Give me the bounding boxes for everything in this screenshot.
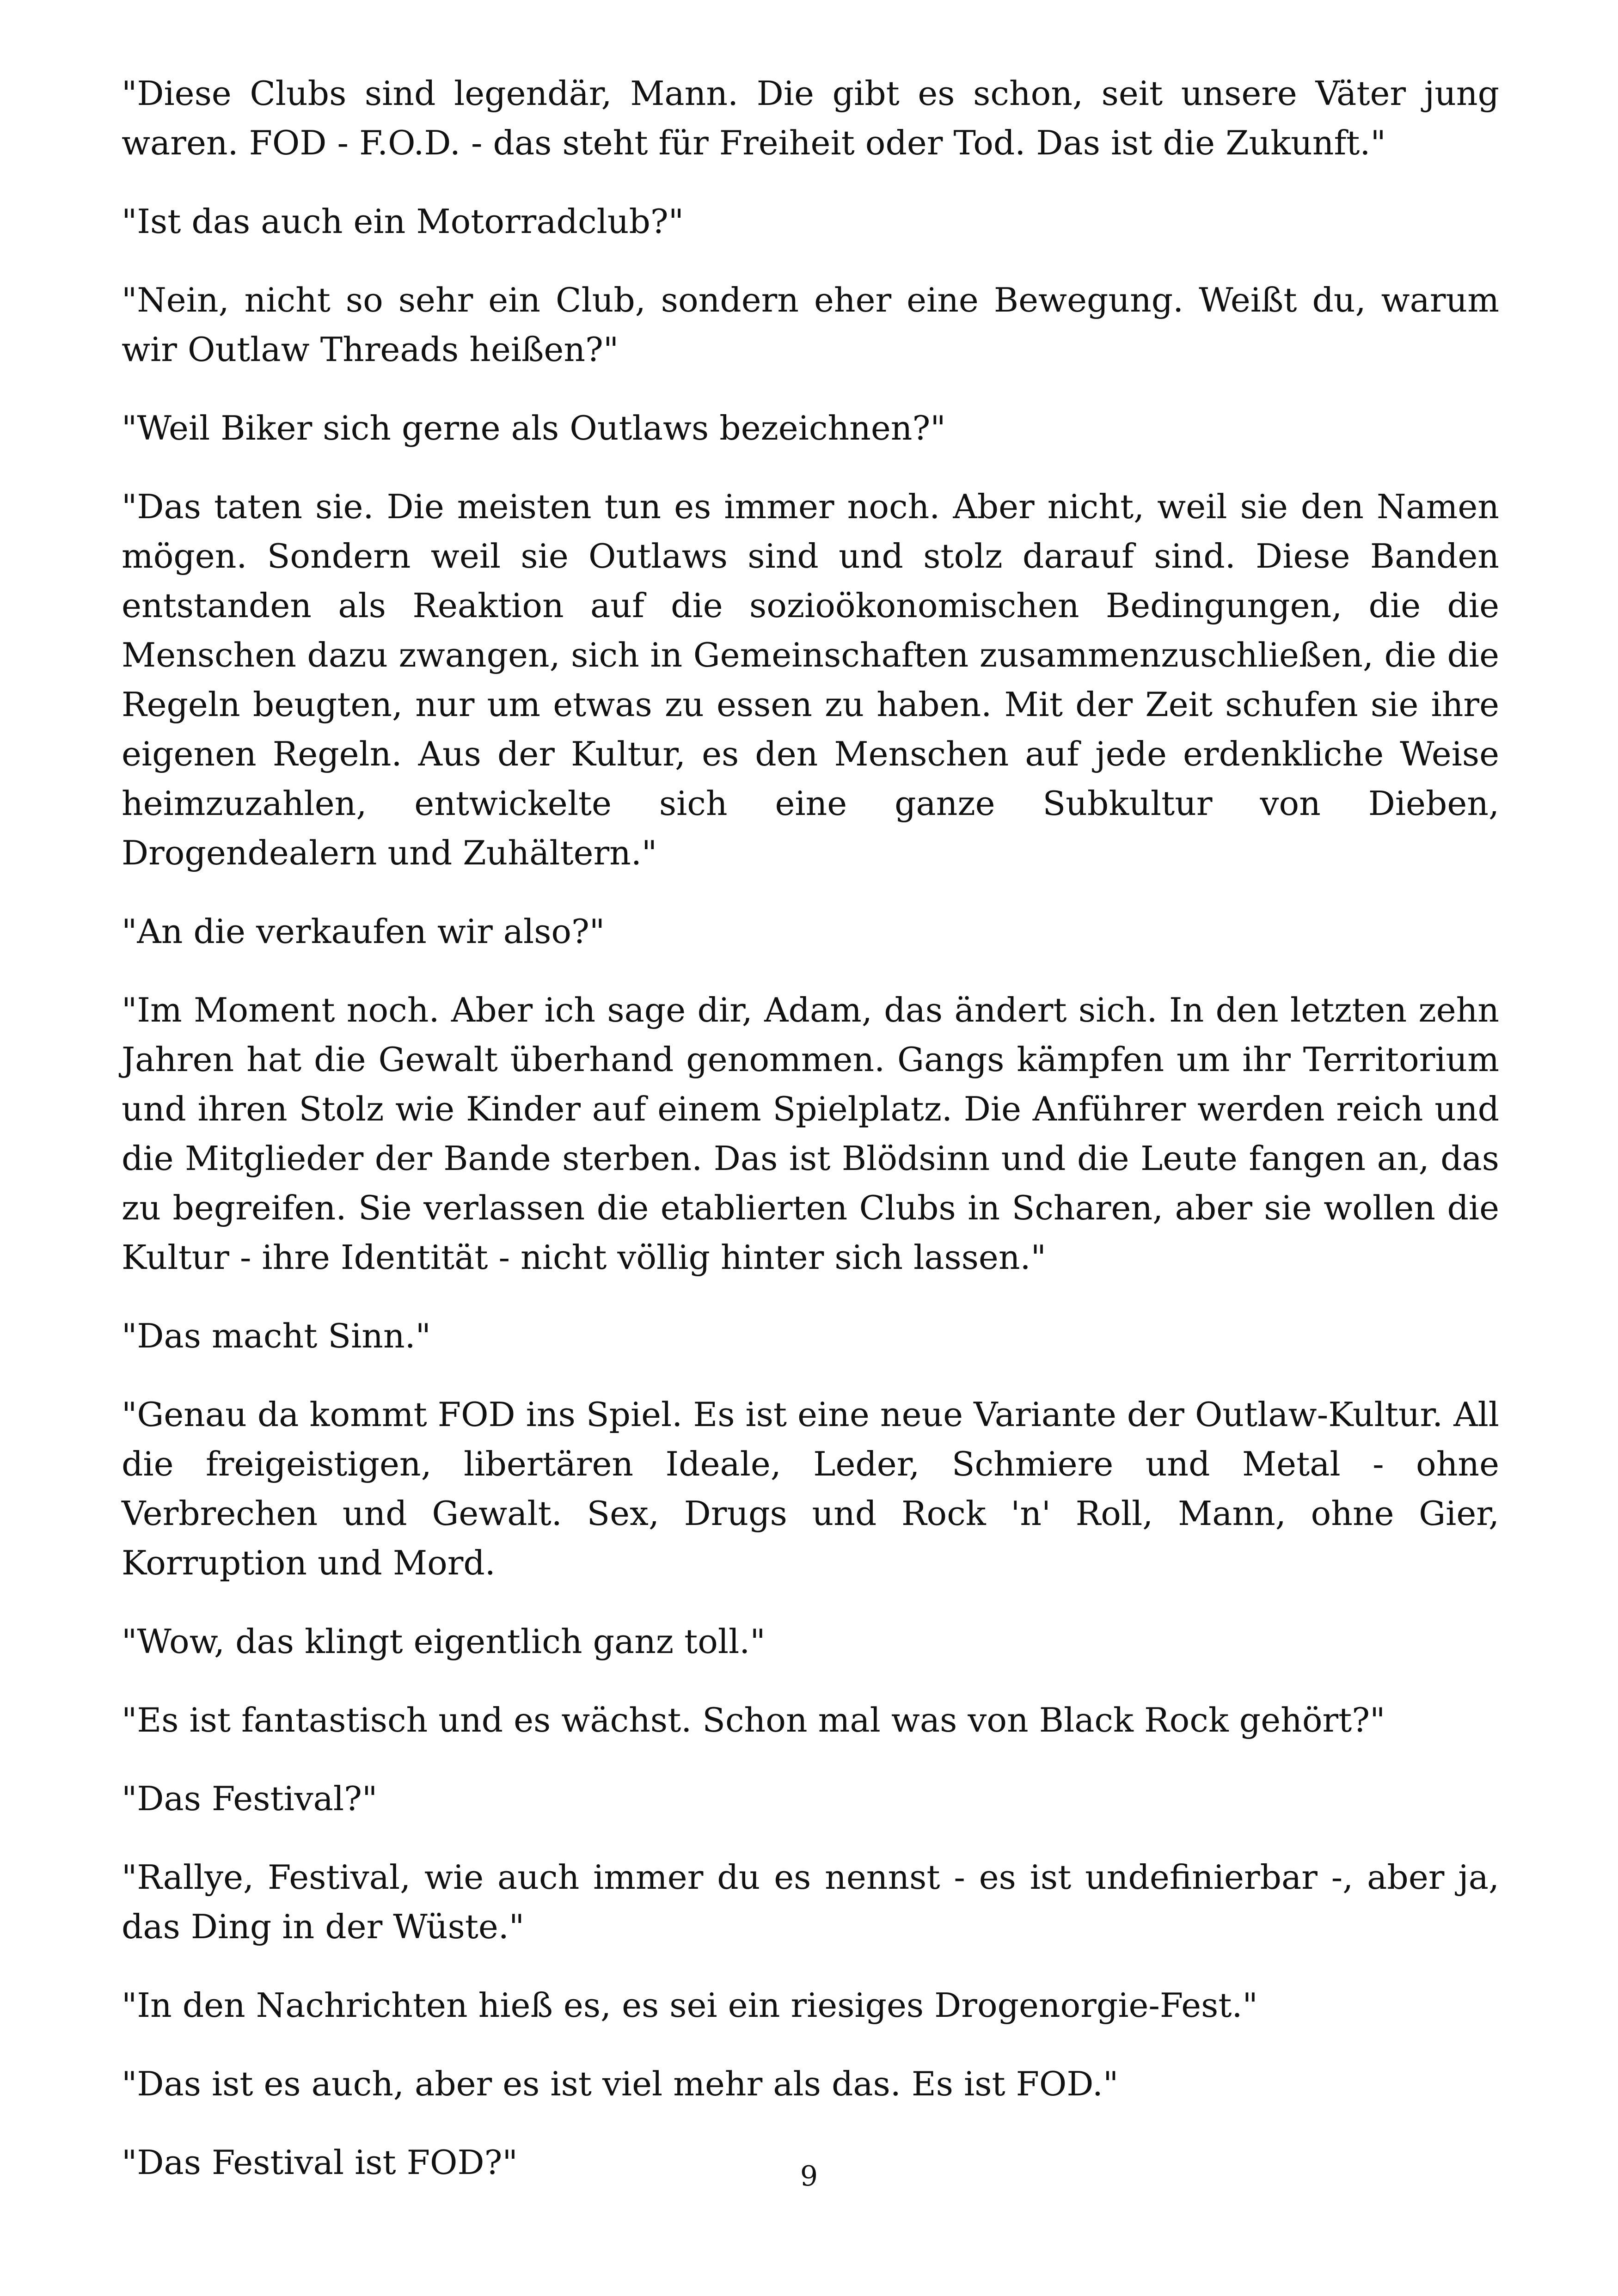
paragraph-6: "An die verkaufen wir also?" (122, 912, 605, 951)
paragraph-7: "Im Moment noch. Aber ich sage dir, Adam, das ändert sich. In den letzten zehn Jahren hat die Gewalt überhand genommen. Gangs kämpfen um ihr Territorium und ihren Stolz wie Kinder auf einem Spielplatz. Die Anführer werden reich und die Mitglieder der Bande sterben. Das ist Blödsinn und die Leute fangen an, das zu begreifen. Sie verlassen die etablierten Clubs in Scharen, aber sie wollen die Kultur - ihre Identität - nicht völlig hinter sich lassen." (122, 991, 1499, 1277)
paragraph-5: "Das taten sie. Die meisten tun es immer noch. Aber nicht, weil sie den Namen mögen. Sondern weil sie Outlaws sind und stolz darauf sind. Diese Banden entstanden als Reaktion auf die sozioökonomischen Bedingungen, die die Menschen dazu zwangen, sich in Gemeinschaften zusammenzuschließen, die die Regeln beugten, nur um etwas zu essen zu haben. Mit der Zeit schufen sie ihre eigenen Regeln. Aus der Kultur, es den Menschen auf jede erdenkliche Weise heimzuzahlen, entwickelte sich eine ganze Subkultur von Dieben, Drogendealern und Zuhältern." (122, 488, 1499, 873)
paragraph-11: "Es ist fantastisch und es wächst. Schon mal was von Black Rock gehört?" (122, 1701, 1385, 1740)
paragraph-4: "Weil Biker sich gerne als Outlaws bezeichnen?" (122, 409, 946, 448)
paragraph-8: "Das macht Sinn." (122, 1317, 431, 1356)
body-text (122, 69, 1499, 2217)
paragraph-14: "In den Nachrichten hieß es, es sei ein riesiges Drogenorgie-Fest." (122, 1986, 1258, 2025)
paragraph-15: "Das ist es auch, aber es ist viel mehr als das. Es ist FOD." (122, 2065, 1119, 2104)
page-number: 9 (800, 2160, 818, 2192)
paragraph-12: "Das Festival?" (122, 1780, 378, 1818)
paragraph-3: "Nein, nicht so sehr ein Club, sondern eher eine Bewegung. Weißt du, warum wir Outlaw Threads heißen?" (122, 281, 1499, 369)
paragraph-9: "Genau da kommt FOD ins Spiel. Es ist eine neue Variante der Outlaw-Kultur. All die freigeistigen, libertären Ideale, Leder, Schmiere und Metal - ohne Verbrechen und Gewalt. Sex, Drugs und Rock 'n' Roll, Mann, ohne Gier, Korruption und Mord. (122, 1396, 1499, 1583)
paragraph-1: "Diese Clubs sind legendär, Mann. Die gibt es schon, seit unsere Väter jung waren. FOD - F.O.D. - das steht für Freiheit oder Tod. Das ist die Zukunft." (122, 74, 1499, 163)
paragraph-2: "Ist das auch ein Motorradclub?" (122, 202, 684, 241)
paragraph-16: "Das Festival ist FOD?" (122, 2143, 518, 2182)
paragraph-10: "Wow, das klingt eigentlich ganz toll." (122, 1623, 766, 1661)
paragraph-13: "Rallye, Festival, wie auch immer du es nennst - es ist undefinierbar -, aber ja, das Ding in der Wüste." (122, 1858, 1499, 1947)
